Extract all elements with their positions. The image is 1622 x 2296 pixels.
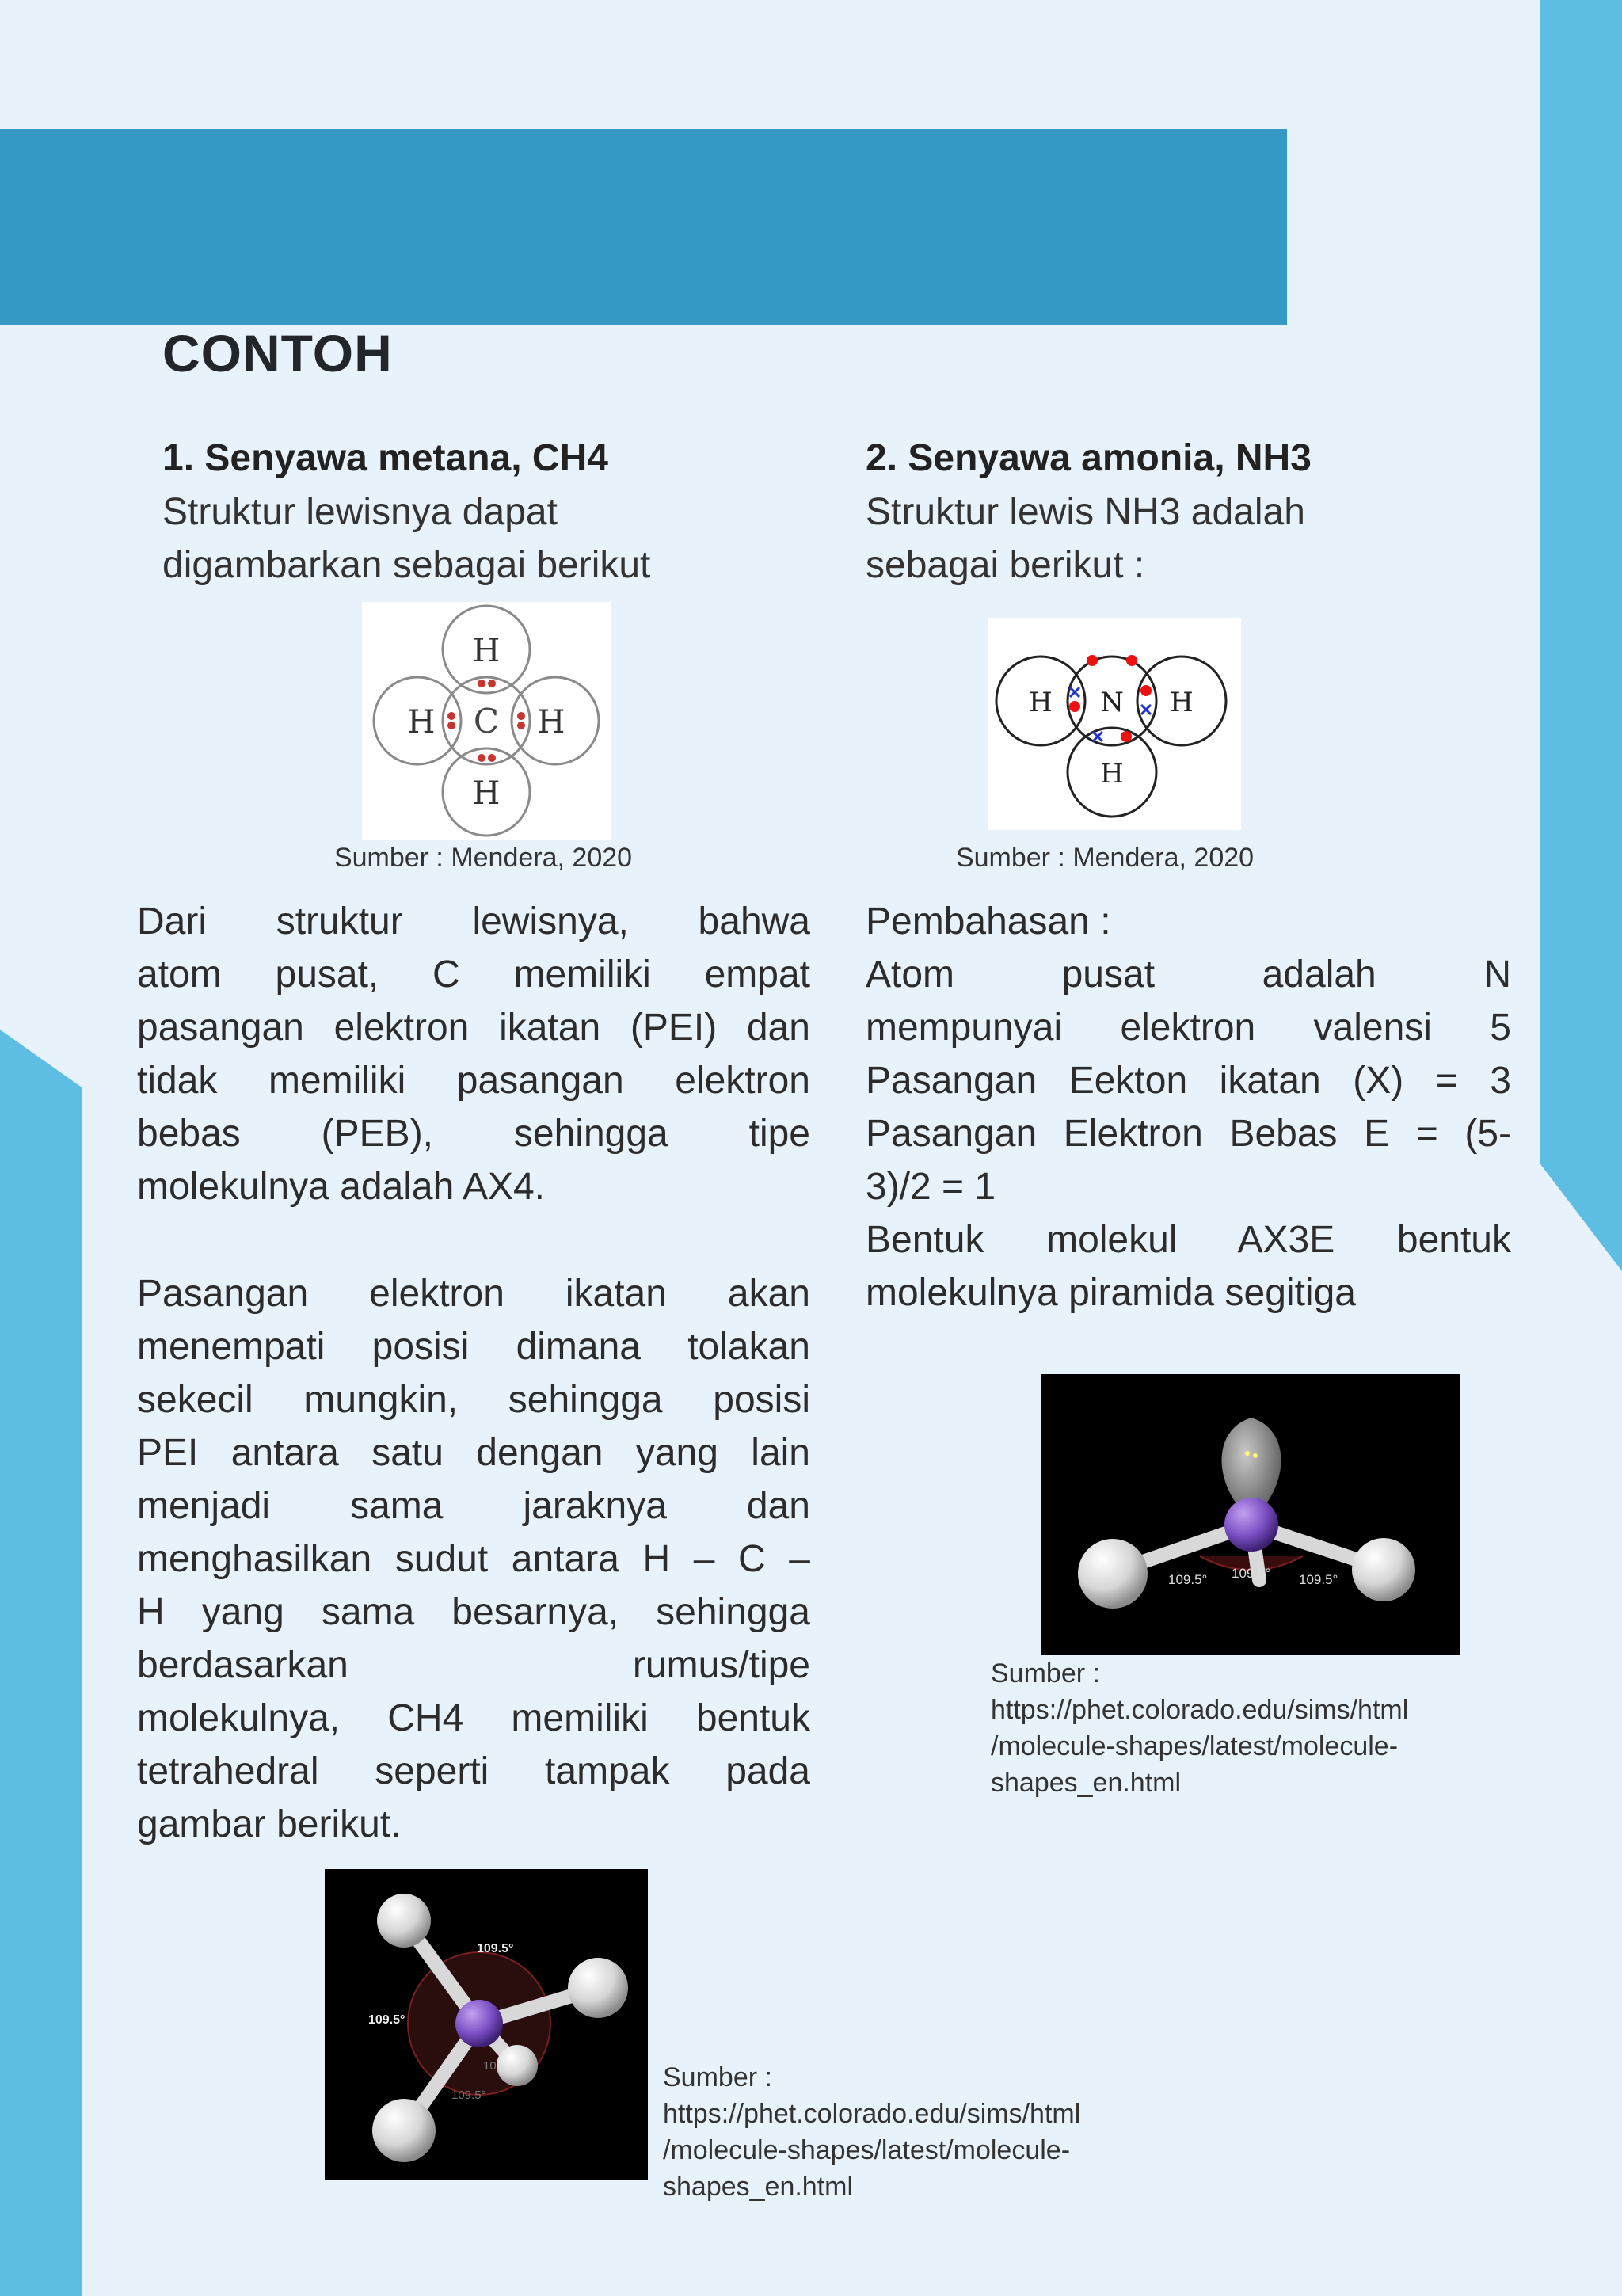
ch4-tetrahedral-model-image xyxy=(325,1869,648,2180)
right-subtitle-line1: Struktur lewis NH3 adalah xyxy=(866,491,1305,533)
source-url-line: https://phet.colorado.edu/sims/html xyxy=(991,1695,1409,1725)
right-p-line: 3)/2 = 1 xyxy=(866,1166,996,1208)
nh3-h-right: H xyxy=(1170,687,1194,718)
left-p2-line: berdasarkan rumus/tipe xyxy=(137,1644,810,1686)
ch4-angle-label: 10 xyxy=(483,2059,497,2073)
source-url-line: https://phet.colorado.edu/sims/html xyxy=(663,2099,1081,2129)
left-heading: 1. Senyawa metana, CH4 xyxy=(162,437,608,479)
ch4-h-bottom: H xyxy=(472,775,501,812)
right-subtitle xyxy=(866,485,1305,592)
left-p1-line: Dari struktur lewisnya, bahwa xyxy=(137,901,810,942)
left-subtitle-line2: digambarkan sebagai berikut xyxy=(162,544,651,586)
left-p1-line: pasangan elektron ikatan (PEI) dan xyxy=(137,1007,810,1049)
source-url-line: /molecule-shapes/latest/molecule- xyxy=(663,2135,1071,2165)
left-p1-line: atom pusat, C memiliki empat xyxy=(137,954,810,996)
left-subtitle xyxy=(162,485,650,592)
left-decor-stripe xyxy=(0,1030,82,2296)
ch4-angle-label: 109.5° xyxy=(477,1942,514,1955)
nh3-h-left: H xyxy=(1029,687,1053,718)
page-title: CONTOH xyxy=(162,324,393,383)
left-paragraph-1 xyxy=(137,895,810,1213)
nh3-center-atom: N xyxy=(1100,687,1124,718)
left-p1-line: molekulnya adalah AX4. xyxy=(137,1166,546,1208)
left-p1-line: tidak memiliki pasangan elektron xyxy=(137,1060,810,1102)
ch4-angle-label: 109.5° xyxy=(451,2088,486,2102)
right-p-line: molekulnya piramida segitiga xyxy=(866,1272,1356,1314)
ch4-angle-label: 109.5° xyxy=(368,2013,406,2027)
source-line: Sumber : xyxy=(663,2062,772,2092)
right-p-line: Pasangan Elektron Bebas E = (5- xyxy=(866,1113,1511,1155)
right-p-line: Pembahasan : xyxy=(866,901,1111,942)
left-p2-line: Pasangan elektron ikatan akan xyxy=(137,1273,810,1315)
nh3-h-bottom: H xyxy=(1100,758,1124,790)
left-p2-line: gambar berikut. xyxy=(137,1803,402,1845)
left-p2-line: menjadi sama jaraknya dan xyxy=(137,1485,810,1527)
left-p2-line: menghasilkan sudut antara H – C – xyxy=(137,1538,810,1580)
nh3-lewis-source: Sumber : Mendera, 2020 xyxy=(955,843,1255,873)
source-url-line: shapes_en.html xyxy=(991,1768,1182,1798)
ch4-h-left: H xyxy=(407,704,436,741)
right-paragraph xyxy=(866,895,1511,1319)
nh3-pyramidal-model-image xyxy=(1041,1374,1460,1655)
left-paragraph-2 xyxy=(137,1267,810,1851)
right-decor-stripe xyxy=(1540,0,1622,1271)
nh3-angle-label: 109.5° xyxy=(1299,1572,1338,1587)
nh3-model-source xyxy=(991,1655,1408,1801)
right-subtitle-line2: sebagai berikut : xyxy=(866,544,1145,586)
left-p1-line: bebas (PEB), sehingga tipe xyxy=(137,1113,810,1155)
ch4-lewis-structure-image xyxy=(362,602,611,840)
left-subtitle-line1: Struktur lewisnya dapat xyxy=(162,491,558,533)
left-p2-line: tetrahedral seperti tampak pada xyxy=(137,1750,810,1792)
right-p-line: Pasangan Eekton ikatan (X) = 3 xyxy=(866,1060,1511,1102)
ch4-center-atom: C xyxy=(473,702,500,741)
ch4-h-top: H xyxy=(472,633,501,669)
right-heading: 2. Senyawa amonia, NH3 xyxy=(866,437,1312,479)
nh3-lewis-structure-image xyxy=(988,618,1241,830)
left-p2-line: molekulnya, CH4 memiliki bentuk xyxy=(137,1697,810,1739)
source-line: Sumber : xyxy=(991,1658,1100,1689)
left-p2-line: H yang sama besarnya, sehingga xyxy=(137,1591,810,1633)
right-p-line: mempunyai elektron valensi 5 xyxy=(866,1007,1511,1049)
nh3-angle-label: 109.5° xyxy=(1232,1566,1271,1581)
left-p2-line: sekecil mungkin, sehingga posisi xyxy=(137,1379,810,1421)
ch4-model-source xyxy=(663,2059,1080,2205)
header-band xyxy=(0,129,1287,325)
ch4-lewis-source: Sumber : Mendera, 2020 xyxy=(333,843,633,873)
ch4-h-right: H xyxy=(537,704,565,741)
right-p-line: Bentuk molekul AX3E bentuk xyxy=(866,1219,1511,1261)
right-p-line: Atom pusat adalah N xyxy=(866,954,1511,996)
left-p2-line: PEI antara satu dengan yang lain xyxy=(137,1432,810,1474)
nh3-angle-label: 109.5° xyxy=(1168,1572,1208,1587)
source-url-line: /molecule-shapes/latest/molecule- xyxy=(991,1731,1399,1761)
source-url-line: shapes_en.html xyxy=(663,2172,854,2202)
left-p2-line: menempati posisi dimana tolakan xyxy=(137,1326,810,1368)
